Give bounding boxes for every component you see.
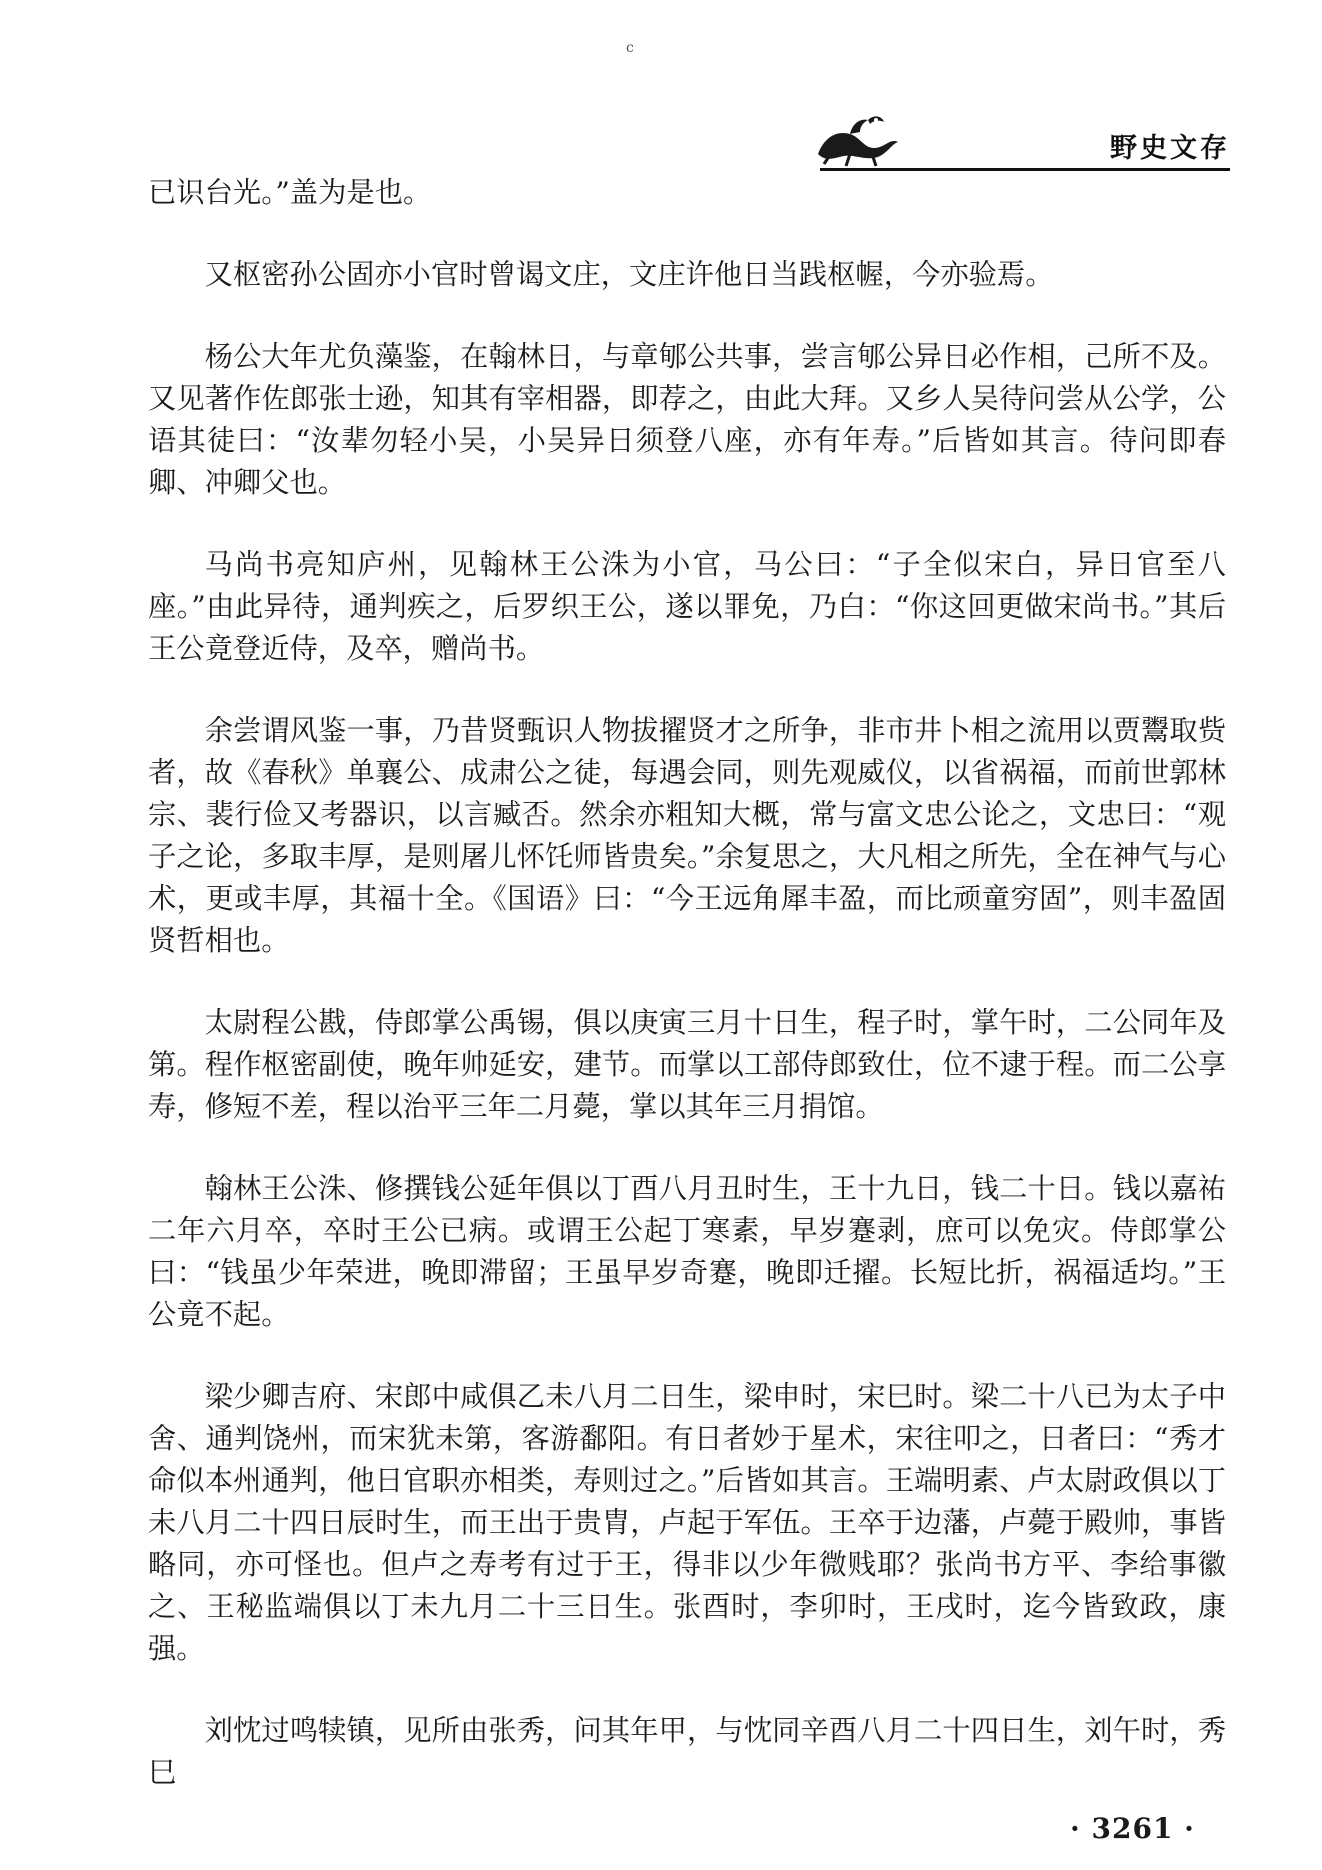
running-header-title: 野史文存	[1110, 133, 1230, 164]
page-number: · 3261 ·	[1070, 1812, 1195, 1845]
scan-mark: c	[626, 40, 634, 56]
paragraph: 梁少卿吉府、宋郎中咸俱乙未八月二日生，梁申时，宋巳时。梁二十八已为太子中舍、通判饶州，而宋犹未第，客游鄱阳。有日者妙于星术，宋往叩之，日者曰：“秀才命似本州通判，他日官职亦相类，寿则过之。”后皆如其言。王端明素、卢太尉政俱以丁未八月二十四日辰时生，而王出于贵胄，卢起于军伍。王卒于边藩，卢薨于殿帅，事皆略同，亦可怪也。但卢之寿考有过于王，得非以少年微贱耶？张尚书方平、李给事徽之、王秘监端俱以丁未九月二十三日生。张酉时，李卯时，王戌时，迄今皆致政，康强。	[148, 1380, 1226, 1665]
running-header	[810, 100, 1230, 172]
paragraph: 已识台光。”盖为是也。	[148, 176, 432, 209]
paragraph: 又枢密孙公固亦小官时曾谒文庄，文庄许他日当践枢幄，今亦验焉。	[204, 258, 1054, 291]
paragraph: 余尝谓风鉴一事，乃昔贤甄识人物拔擢贤才之所争，非市井卜相之流用以贾鬻取赀者，故《春秋》单襄公、成肃公之徒，每遇会同，则先观威仪，以省祸福，而前世郭林宗、裴行俭又考器识，以言臧否。然余亦粗知大概，常与富文忠公论之，文忠曰：“观子之论，多取丰厚，是则屠儿怀饦师皆贵矣。”余复思之，大凡相之所先，全在神气与心术，更或丰厚，其福十全。《国语》曰：“今王远角犀丰盈，而比顽童穷固”，则丰盈固贤哲相也。	[148, 714, 1226, 957]
paragraph: 马尚书亮知庐州，见翰林王公洙为小官，马公曰：“子全似宋白，异日官至八座。”由此异待，通判疾之，后罗织王公，遂以罪免，乃白：“你这回更做宋尚书。”其后王公竟登近侍，及卒，赠尚书。	[148, 548, 1226, 665]
paragraph: 刘忱过鸣犊镇，见所由张秀，问其年甲，与忱同辛酉八月二十四日生，刘午时，秀巳	[148, 1714, 1226, 1789]
header-rule	[820, 168, 1230, 171]
dragon-emblem-icon	[810, 108, 906, 168]
body-text	[148, 172, 1226, 1834]
paragraph: 杨公大年尤负藻鉴，在翰林日，与章郇公共事，尝言郇公异日必作相，己所不及。又见著作佐郎张士逊，知其有宰相器，即荐之，由此大拜。又乡人吴待问尝从公学，公语其徒曰：“汝辈勿轻小吴，小吴异日须登八座，亦有年寿。”后皆如其言。待问即春卿、冲卿父也。	[148, 340, 1226, 499]
paragraph: 翰林王公洙、修撰钱公延年俱以丁酉八月丑时生，王十九日，钱二十日。钱以嘉祐二年六月卒，卒时王公已病。或谓王公起丁寒素，早岁蹇剥，庶可以免灾。侍郎掌公曰：“钱虽少年荣进，晚即滞留；王虽早岁奇蹇，晚即迁擢。长短比折，祸福适均。”王公竟不起。	[148, 1172, 1226, 1331]
paragraph: 太尉程公戡，侍郎掌公禹锡，俱以庚寅三月十日生，程子时，掌午时，二公同年及第。程作枢密副使，晚年帅延安，建节。而掌以工部侍郎致仕，位不逮于程。而二公享寿，修短不差，程以治平三年二月薨，掌以其年三月捐馆。	[148, 1006, 1226, 1123]
